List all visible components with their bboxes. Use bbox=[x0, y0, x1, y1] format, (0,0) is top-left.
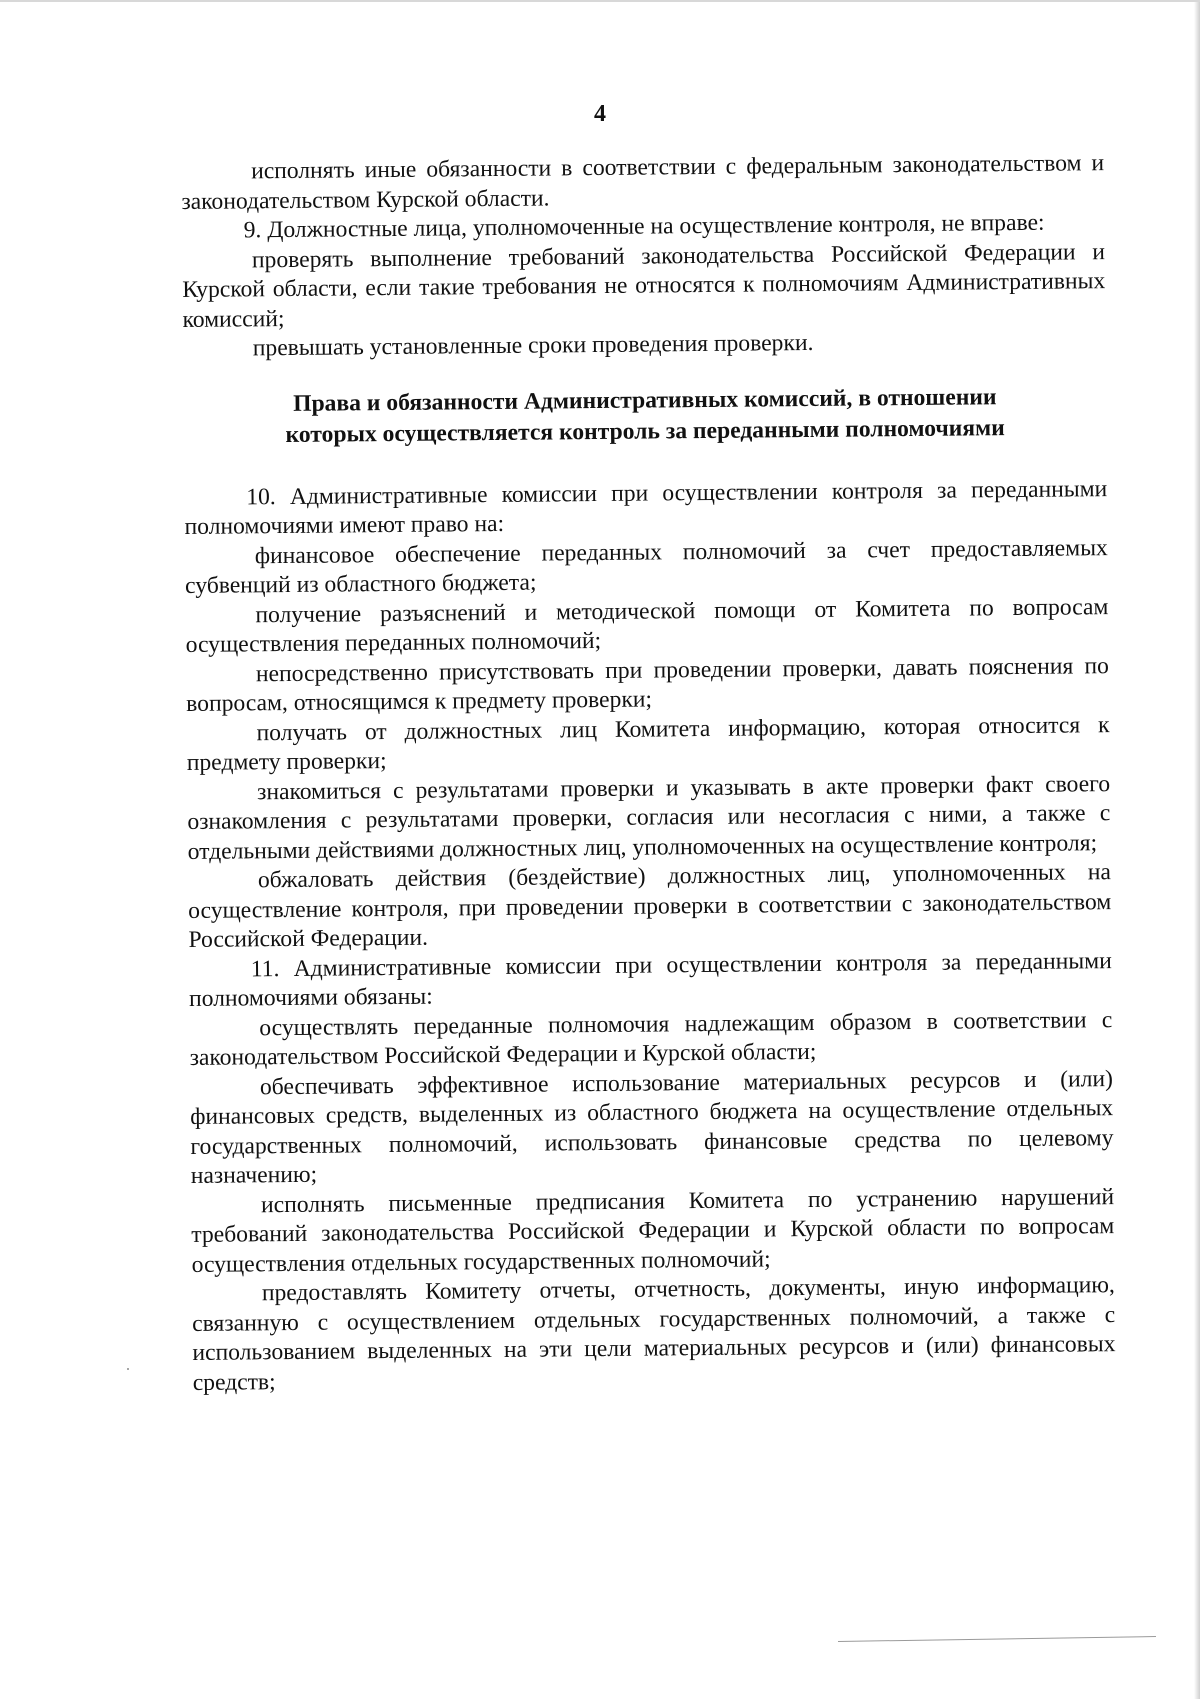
paragraph-right-clarifications: получение разъяснений и методической помощи от Комитета по вопросам осуществления переданных полномочий; bbox=[185, 593, 1109, 658]
paragraph-clause-10: 10. Административные комиссии при осуществлении контроля за переданными полномочиями имеют право на: bbox=[184, 475, 1108, 540]
section-heading-line-2: которых осуществляется контроль за переданными полномочиями bbox=[285, 414, 1005, 448]
paragraph-clause-9: 9. Должностные лица, уполномоченные на осуществление контроля, не вправе: bbox=[243, 209, 1045, 244]
paragraph-exceed-deadlines: превышать установленные сроки проведения проверки. bbox=[252, 329, 814, 362]
document-body bbox=[181, 149, 1116, 1398]
paragraph-right-financing: финансовое обеспечение переданных полномочий за счет предоставляемых субвенций из областного бюджета; bbox=[184, 534, 1108, 599]
paragraph-duty-efficient-use: обеспечивать эффективное использование материальных ресурсов и (или) финансовых средств, выделенных из областного бюджета на осуществление отдельных государственных полномочий, использовать финансовые средства по целевому назначению; bbox=[190, 1065, 1114, 1189]
paragraph-duty-provide-reports: предоставлять Комитету отчеты, отчетность, документы, иную информацию, связанную с осуществлением отдельных государственных полномочий, а также с использованием выделенных на эти цели материальных ресурсов и (или) финансовых средств; bbox=[192, 1272, 1116, 1396]
scan-speck bbox=[127, 1368, 129, 1370]
footer-rule bbox=[838, 1636, 1156, 1642]
page-number: 4 bbox=[594, 101, 606, 127]
paragraph-right-attend: непосредственно присутствовать при проведении проверки, давать пояснения по вопросам, относящимся к предмету проверки; bbox=[186, 652, 1110, 717]
paragraph-right-review-results: знакомиться с результатами проверки и указывать в акте проверки факт своего ознакомления с результатами проверки, согласия или несогласия с ними, а также с отдельными действиями должностных лиц, уполномоченных на осуществление контроля; bbox=[187, 770, 1111, 865]
paragraph-right-information: получать от должностных лиц Комитета информацию, которая относится к предмету проверки; bbox=[186, 711, 1110, 776]
scan-edge-shadow bbox=[1194, 2, 1200, 1699]
paragraph-duty-execute-orders: исполнять письменные предписания Комитета по устранению нарушений требований законодательства Российской Федерации и Курской области по вопросам осуществления отдельных государственных полномочий; bbox=[191, 1183, 1115, 1278]
paragraph-clause-11: 11. Административные комиссии при осуществлении контроля за переданными полномочиями обязаны: bbox=[188, 947, 1112, 1012]
section-heading-line-1: Права и обязанности Административных комиссий, в отношении bbox=[293, 383, 997, 417]
paragraph-other-duties: исполнять иные обязанности в соответствии с федеральным законодательством и законодательством Курской области. bbox=[181, 150, 1105, 215]
section-heading bbox=[183, 381, 1107, 452]
paragraph-check-requirements: проверять выполнение требований законодательства Российской Федерации и Курской области, если такие требования не относятся к полномочиям Административных комиссий; bbox=[182, 238, 1106, 333]
paragraph-right-appeal: обжаловать действия (бездействие) должностных лиц, уполномоченных на осуществление контроля, при проведении проверки в соответствии с законодательством Российской Федерации. bbox=[188, 859, 1112, 953]
paragraph-duty-exercise-powers: осуществлять переданные полномочия надлежащим образом в соответствии с законодательством Российской Федерации и Курской области; bbox=[189, 1006, 1113, 1071]
